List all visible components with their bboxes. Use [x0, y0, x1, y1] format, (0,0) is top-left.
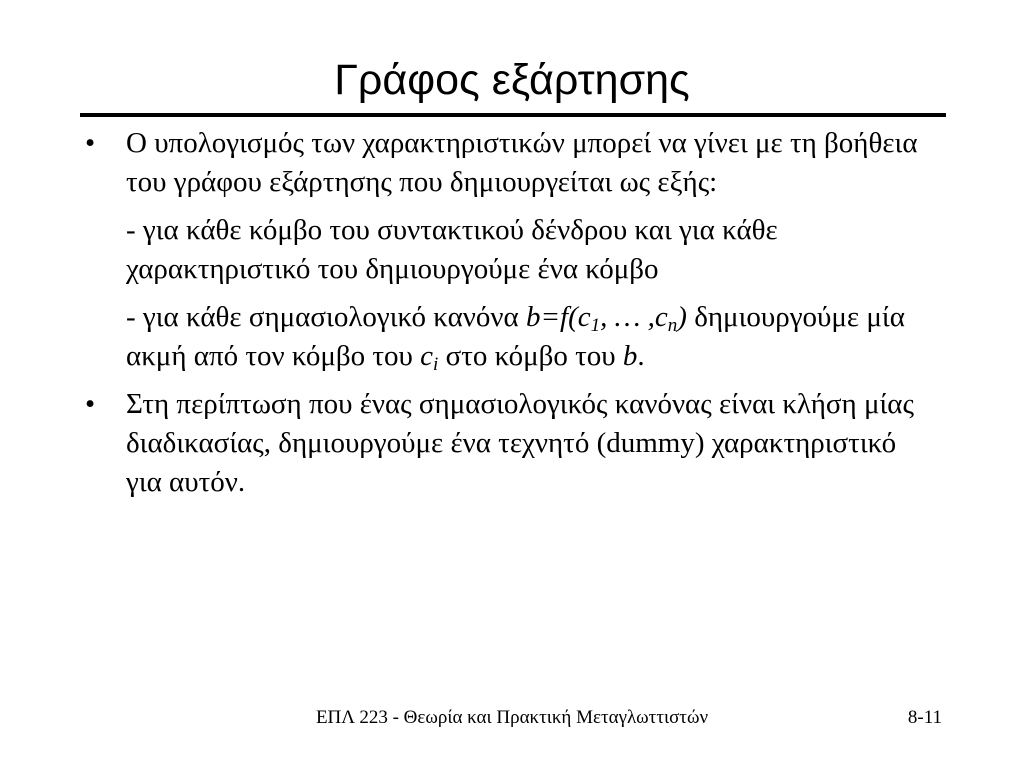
subscript-n: n [667, 315, 678, 336]
footer-page-number: 8-11 [907, 707, 942, 728]
sub-text-1: - για κάθε κόμβο του συντακτικού δένδρου και για κάθε χαρακτηριστικό του δημιουργούμε ένα κόμβο [126, 214, 778, 285]
bullet-text-1: Ο υπολογισμός των χαρακτηριστικών μπορεί να γίνει με τη βοήθεια του γράφου εξάρτησης που δημιουργείται ως εξής: [126, 127, 918, 198]
slide-title: Γράφος εξάρτησης [334, 56, 690, 104]
sub-text-2-period: . [637, 340, 645, 372]
slide-content [83, 124, 933, 502]
sub-text-2-middle: δημιουργούμε μία ακμή από τον κόμβο του [126, 301, 905, 372]
bullet-text-2: Στη περίπτωση που ένας σημασιολογικός κανόνας είναι κλήση μίας διαδικασίας, δημιουργούμε ένα τεχνητό (dummy) χαρακτηριστικό για αυτόν. [126, 388, 914, 498]
ci-letter: c [420, 340, 434, 372]
rule-formula [525, 301, 687, 336]
sub-item-2 [83, 298, 933, 376]
rule-formula-start: b=f(c [525, 301, 591, 333]
b-symbol: b [622, 340, 638, 372]
rule-formula-end: ) [677, 301, 687, 333]
bullet-item-2 [83, 385, 933, 502]
bullet-item-1 [83, 124, 933, 202]
sub-text-2-prefix: - για κάθε σημασιολογικό κανόνα [126, 301, 526, 333]
subscript-1: 1 [590, 315, 601, 336]
sub-item-1 [83, 211, 933, 289]
subscript-i: i [433, 354, 439, 375]
sub-text-2-after: στο κόμβο του [438, 340, 623, 372]
title-rule [80, 113, 946, 117]
footer-course: ΕΠΛ 223 - Θεωρία και Πρακτική Μεταγλωττιστών [315, 707, 709, 728]
bullet-dot-icon: • [85, 388, 96, 420]
rule-formula-mid: , … ,c [600, 301, 668, 333]
bullet-dot-icon: • [85, 127, 96, 159]
ci-symbol [420, 340, 439, 375]
